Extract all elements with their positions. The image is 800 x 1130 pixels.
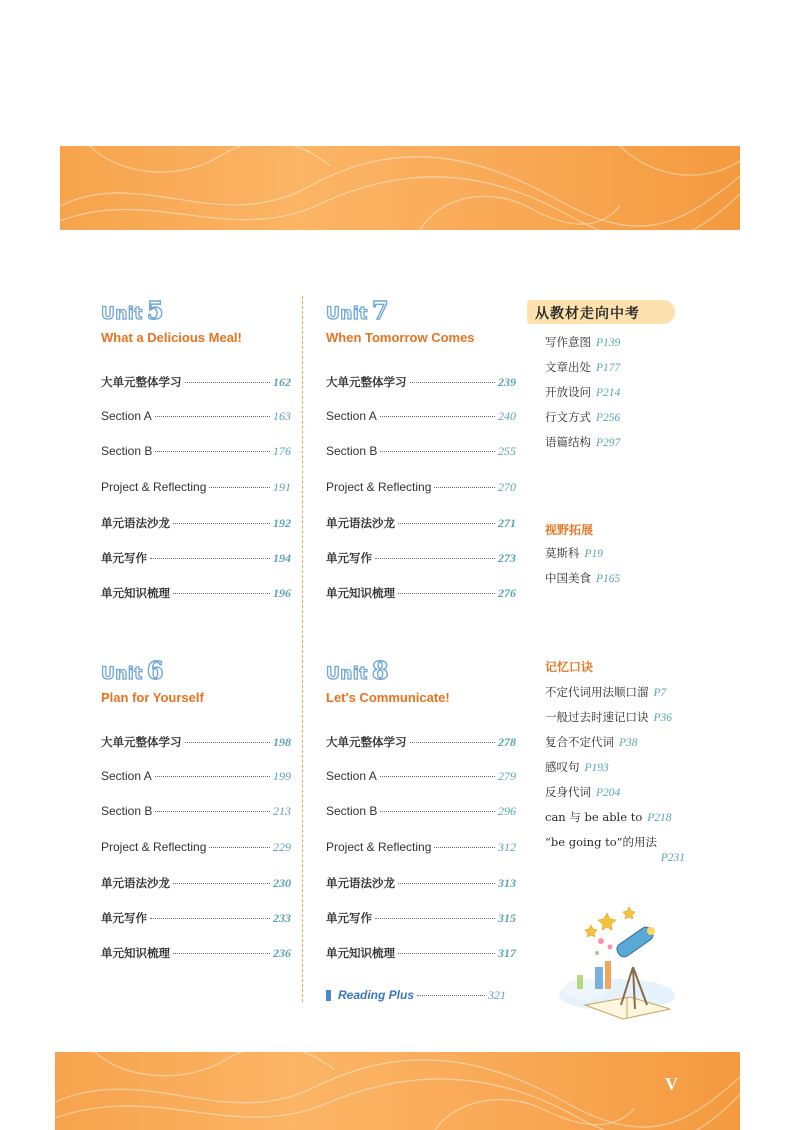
leader-dots [185, 382, 271, 383]
reading-plus-marker [326, 990, 331, 1001]
unit-word: Unit [326, 304, 368, 324]
leader-dots [375, 918, 495, 919]
unit-title: Let's Communicate! [326, 690, 450, 705]
toc-entry[interactable] [326, 945, 516, 980]
toc-entry[interactable] [326, 409, 516, 444]
toc-entry-label: 单元知识梳理 [326, 946, 395, 961]
sidebar-entry-label: 不定代词用法顺口溜 [545, 685, 649, 699]
toc-entry[interactable] [101, 409, 291, 444]
toc-entry-label: Section B [326, 804, 378, 819]
leader-dots [173, 953, 270, 954]
toc-list [326, 734, 516, 980]
leader-dots [380, 776, 495, 777]
sidebar-entry-page: P214 [596, 387, 621, 399]
leader-dots [380, 451, 495, 452]
toc-entry-page: 230 [273, 875, 291, 890]
sidebar-entry-label: 反身代词 [545, 785, 591, 799]
unit-number: 7 [371, 296, 389, 325]
toc-entry-page: 273 [498, 550, 516, 565]
leader-dots [173, 523, 270, 524]
sidebar-entry-label: 文章出处 [545, 360, 591, 374]
sidebar-entry-page: P38 [619, 737, 638, 749]
toc-entry-label: 单元写作 [101, 910, 147, 925]
toc-entry[interactable] [326, 444, 516, 479]
leader-dots [150, 558, 270, 559]
unit-word: Unit [101, 304, 143, 324]
leader-dots [155, 776, 270, 777]
vision-section [545, 521, 735, 595]
toc-entry-label: 单元知识梳理 [101, 586, 170, 601]
toc-entry[interactable] [101, 480, 291, 515]
toc-entry[interactable] [326, 804, 516, 839]
toc-entry[interactable] [101, 585, 291, 620]
toc-entry-page: 317 [498, 946, 516, 961]
sidebar-entry-page: P218 [647, 812, 672, 824]
toc-entry[interactable] [326, 840, 516, 875]
toc-entry[interactable] [326, 480, 516, 515]
toc-entry-label: 单元语法沙龙 [101, 515, 170, 530]
leader-dots [410, 382, 496, 383]
unit-title: When Tomorrow Comes [326, 330, 475, 345]
toc-entry-page: 192 [273, 515, 291, 530]
toc-entry-label: Project & Reflecting [101, 839, 207, 854]
toc-entry-label: 大单元整体学习 [101, 735, 182, 749]
sidebar-entry-page: P7 [653, 687, 667, 699]
toc-entry-label: Section A [101, 769, 152, 784]
toc-entry[interactable] [101, 804, 291, 839]
memory-item-label: “be going to”的用法 [545, 835, 658, 849]
sidebar-entry-label: 莫斯科 [545, 546, 580, 560]
toc-entry-label: 单元语法沙龙 [326, 515, 395, 530]
toc-entry-label: Section A [326, 409, 377, 424]
toc-entry-page: 279 [498, 769, 516, 784]
telescope-illustration [555, 905, 685, 1025]
toc-entry-page: 313 [498, 875, 516, 890]
toc-entry-page: 162 [273, 375, 291, 389]
toc-entry[interactable] [326, 585, 516, 620]
unit-heading [326, 656, 516, 686]
toc-entry-label: 大单元整体学习 [326, 735, 407, 749]
reading-plus-entry[interactable] [326, 988, 506, 1003]
unit-heading [326, 296, 516, 326]
toc-entry-page: 276 [498, 586, 516, 601]
sidebar-entry-page: P204 [596, 787, 621, 799]
leader-dots [375, 558, 495, 559]
sidebar-entry-label: 复合不定代词 [545, 735, 614, 749]
toc-entry-label: 单元语法沙龙 [326, 875, 395, 890]
toc-entry[interactable] [101, 444, 291, 479]
toc-entry-label: Section A [326, 769, 377, 784]
leader-dots [398, 593, 495, 594]
reading-plus-label: Reading Plus [338, 988, 415, 1002]
toc-list [326, 374, 516, 620]
toc-entry[interactable] [326, 515, 516, 550]
toc-entry-label: Project & Reflecting [101, 479, 207, 494]
unit-number: 8 [371, 656, 389, 685]
unit-number: 5 [146, 296, 164, 325]
memory-list [545, 684, 735, 834]
toc-entry[interactable] [101, 769, 291, 804]
vision-list [545, 545, 735, 595]
leader-dots [155, 451, 270, 452]
vision-heading: 视野拓展 [545, 523, 594, 537]
sidebar-entry[interactable] [545, 334, 735, 359]
toc-entry-page: 255 [498, 444, 516, 459]
toc-entry[interactable] [101, 945, 291, 980]
leader-dots [155, 811, 270, 812]
toc-entry[interactable] [101, 550, 291, 585]
sidebar-entry-page: P193 [584, 762, 609, 774]
sidebar-entry-page: P256 [596, 412, 621, 424]
toc-entry-page: 270 [498, 479, 516, 494]
toc-entry-page: 176 [273, 444, 291, 459]
sidebar-entry-page: P177 [596, 362, 621, 374]
sidebar-entry-label: 语篇结构 [545, 435, 591, 449]
sidebar-entry[interactable] [545, 434, 735, 459]
leader-dots [417, 995, 485, 996]
sidebar-entry-label: 写作意图 [545, 335, 591, 349]
sidebar-entry-page: P165 [596, 573, 621, 585]
memory-section [545, 658, 735, 864]
toc-entry[interactable] [326, 550, 516, 585]
unit-word: Unit [326, 664, 368, 684]
unit-number: 6 [146, 656, 164, 685]
toc-entry-label: Section B [101, 444, 153, 459]
sidebar-entry[interactable] [545, 384, 735, 409]
sidebar-entry[interactable] [545, 734, 735, 759]
leader-dots [173, 593, 270, 594]
toc-entry-page: 296 [498, 804, 516, 819]
reading-plus-page: 321 [488, 988, 506, 1002]
toc-entry-page: 163 [273, 409, 291, 424]
toc-entry-label: 单元写作 [101, 550, 147, 565]
exam-banner [527, 300, 675, 324]
toc-entry[interactable] [326, 875, 516, 910]
sidebar-entry[interactable] [545, 684, 735, 709]
toc-entry-page: 240 [498, 409, 516, 424]
leader-dots [155, 416, 270, 417]
toc-entry-label: Section B [326, 444, 378, 459]
toc-entry-page: 233 [273, 910, 291, 925]
unit-heading [101, 296, 291, 326]
sidebar-entry[interactable] [545, 570, 735, 595]
sidebar-entry[interactable] [545, 759, 735, 784]
top-decorative-band [60, 146, 740, 230]
memory-item-page: P231 [660, 852, 685, 864]
toc-entry-label: 单元知识梳理 [326, 586, 395, 601]
toc-entry-page: 194 [273, 550, 291, 565]
memory-heading: 记忆口诀 [545, 660, 594, 674]
unit-word: Unit [101, 664, 143, 684]
toc-entry-page: 229 [273, 839, 291, 854]
unit-6-block [101, 656, 291, 980]
sidebar-entry[interactable] [545, 409, 735, 434]
toc-entry-label: Project & Reflecting [326, 479, 432, 494]
sidebar-entry-page: P139 [596, 337, 621, 349]
toc-entry-label: 单元语法沙龙 [101, 875, 170, 890]
exam-banner-text: 从教材走向中考 [535, 306, 640, 322]
leader-dots [209, 847, 270, 848]
toc-entry-page: 213 [273, 804, 291, 819]
sidebar-entry-label: 感叹句 [545, 760, 580, 774]
sidebar-entry[interactable] [545, 709, 735, 734]
leader-dots [398, 883, 495, 884]
leader-dots [398, 523, 495, 524]
leader-dots [434, 847, 495, 848]
toc-entry-page: 236 [273, 946, 291, 961]
sidebar-entry-page: P297 [596, 437, 621, 449]
sidebar-entry[interactable] [545, 545, 735, 570]
sidebar-entry[interactable] [545, 359, 735, 384]
toc-entry-label: 大单元整体学习 [326, 375, 407, 389]
wave-pattern [55, 1052, 740, 1130]
toc-entry-page: 199 [273, 769, 291, 784]
column-divider [302, 296, 303, 1002]
leader-dots [380, 416, 495, 417]
bottom-decorative-band [55, 1052, 740, 1130]
toc-entry-label: 单元知识梳理 [101, 946, 170, 961]
leader-dots [434, 487, 495, 488]
leader-dots [398, 953, 495, 954]
toc-entry[interactable] [326, 374, 516, 409]
toc-entry[interactable] [101, 515, 291, 550]
leader-dots [209, 487, 270, 488]
sidebar-entry-label: 行文方式 [545, 410, 591, 424]
toc-entry-page: 198 [273, 735, 291, 749]
toc-entry[interactable] [101, 875, 291, 910]
sidebar-entry[interactable] [545, 809, 735, 834]
wave-pattern [60, 146, 740, 230]
unit-7-block [326, 296, 516, 620]
toc-entry-label: Project & Reflecting [326, 839, 432, 854]
toc-entry-label: 单元写作 [326, 550, 372, 565]
leader-dots [173, 883, 270, 884]
toc-entry-page: 315 [498, 910, 516, 925]
toc-entry-label: 单元写作 [326, 910, 372, 925]
toc-entry[interactable] [326, 910, 516, 945]
leader-dots [185, 742, 271, 743]
toc-entry-page: 278 [498, 735, 516, 749]
sidebar-entry-label: 一般过去时速记口诀 [545, 710, 649, 724]
leader-dots [150, 918, 270, 919]
unit-5-block [101, 296, 291, 620]
sidebar-entry-page: P36 [653, 712, 673, 724]
toc-list [101, 734, 291, 980]
unit-heading [101, 656, 291, 686]
toc-entry-page: 196 [273, 586, 291, 601]
unit-title: Plan for Yourself [101, 690, 204, 705]
memory-item-be-going-to[interactable] [545, 834, 735, 864]
toc-entry-label: 大单元整体学习 [101, 375, 182, 389]
toc-list [101, 374, 291, 620]
toc-entry[interactable] [101, 374, 291, 409]
unit-title: What a Delicious Meal! [101, 330, 242, 345]
toc-entry-page: 312 [498, 839, 516, 854]
toc-entry[interactable] [326, 769, 516, 804]
sidebar-entry-label: 开放设问 [545, 385, 591, 399]
unit-8-block [326, 656, 516, 980]
toc-entry-page: 191 [273, 479, 291, 494]
toc-entry[interactable] [101, 910, 291, 945]
leader-dots [380, 811, 495, 812]
leader-dots [410, 742, 496, 743]
toc-entry[interactable] [101, 840, 291, 875]
toc-entry-page: 239 [498, 375, 516, 389]
toc-entry[interactable] [326, 734, 516, 769]
toc-entry-label: Section B [101, 804, 153, 819]
toc-entry-label: Section A [101, 409, 152, 424]
sidebar-entry[interactable] [545, 784, 735, 809]
toc-entry-page: 271 [498, 515, 516, 530]
toc-entry[interactable] [101, 734, 291, 769]
page-number: V [665, 1074, 678, 1094]
sidebar-entry-page: P19 [584, 548, 604, 560]
exam-list [545, 334, 735, 459]
sidebar-entry-label: 中国美食 [545, 571, 591, 585]
sidebar-entry-label: can 与 be able to [545, 810, 643, 824]
